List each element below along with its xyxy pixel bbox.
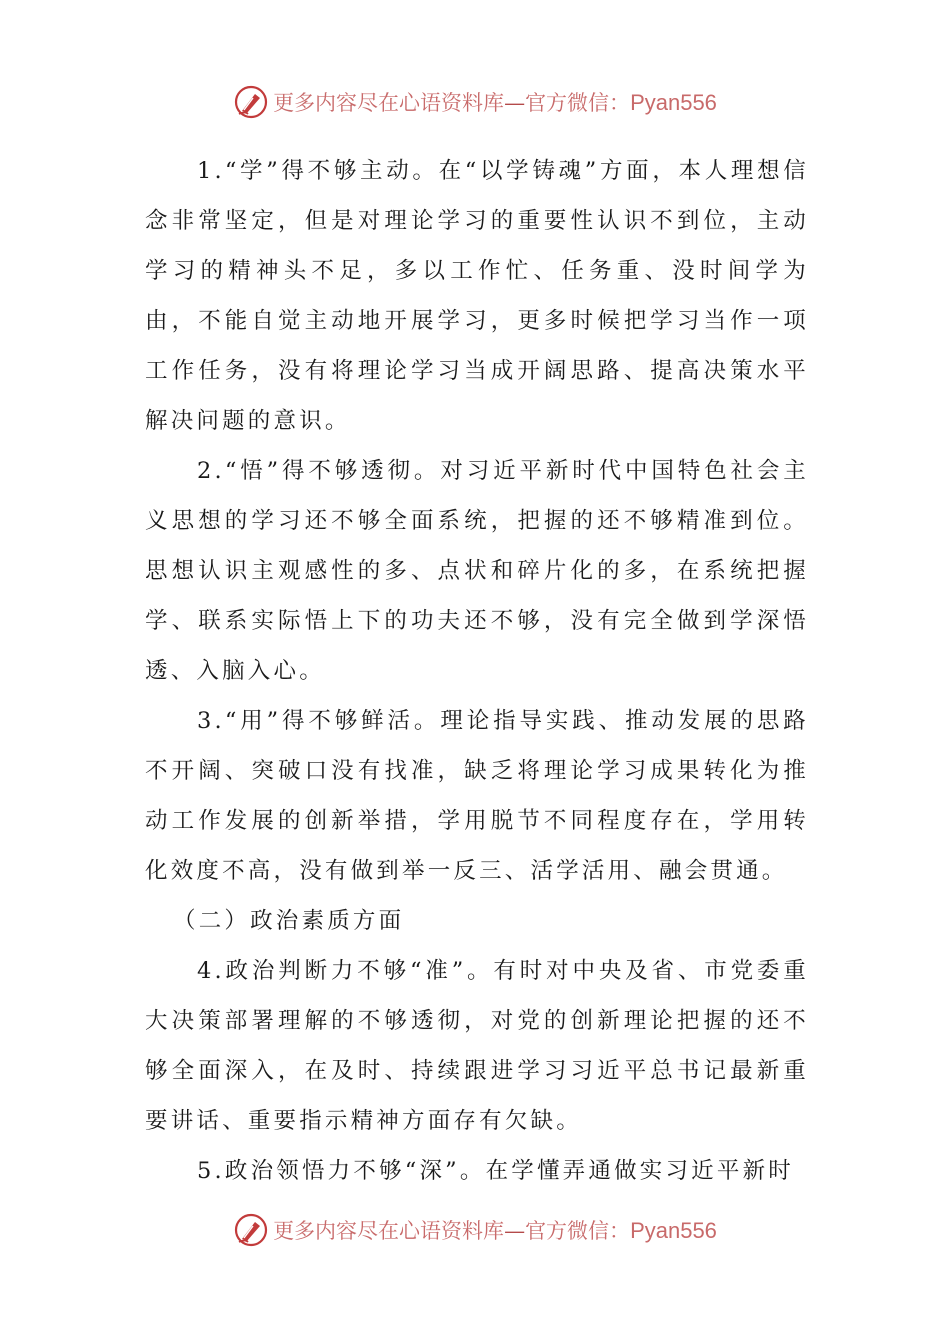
watermark-text <box>273 1215 717 1245</box>
header-watermark <box>0 80 950 124</box>
document-body <box>145 146 809 1196</box>
watermark-dash: — <box>504 91 526 115</box>
watermark-main: 更多内容尽在心语资料库 <box>273 91 505 115</box>
watermark-wechat-label: 官方微信： <box>525 1219 631 1243</box>
paragraph-2: 2.“悟”得不够透彻。对习近平新时代中国特色社会主义思想的学习还不够全面系统，把握的还不够精准到位。思想认识主观感性的多、点状和碎片化的多，在系统把握学、联系实际悟上下的功夫还不够，没有完全做到学深悟透、入脑入心。 <box>145 458 809 684</box>
pen-nib-logo-icon <box>233 1212 269 1248</box>
paragraph-1: 1.“学”得不够主动。在“以学铸魂”方面，本人理想信念非常坚定，但是对理论学习的重要性认识不到位，主动学习的精神头不足，多以工作忙、任务重、没时间学为由，不能自觉主动地开展学习，更多时候把学习当作一项工作任务，没有将理论学习当成开阔思路、提高决策水平解决问题的意识。 <box>145 158 809 434</box>
watermark-text <box>273 87 717 117</box>
watermark-wechat-id: Pyan556 <box>630 90 717 115</box>
watermark-wechat-label: 官方微信： <box>525 91 631 115</box>
paragraph-5: 5.政治领悟力不够“深”。在学懂弄通做实习近平新时 <box>197 1158 794 1184</box>
paragraph-4: 4.政治判断力不够“准”。有时对中央及省、市党委重大决策部署理解的不够透彻，对党的创新理论把握的还不够全面深入，在及时、持续跟进学习习近平总书记最新重要讲话、重要指示精神方面存有欠缺。 <box>145 958 809 1134</box>
paragraph-3: 3.“用”得不够鲜活。理论指导实践、推动发展的思路不开阔、突破口没有找准，缺乏将理论学习成果转化为推动工作发展的创新举措，学用脱节不同程度存在，学用转化效度不高，没有做到举一反三、活学活用、融会贯通。 <box>145 708 809 884</box>
watermark-dash: — <box>504 1219 526 1243</box>
watermark-main: 更多内容尽在心语资料库 <box>273 1219 505 1243</box>
pen-nib-logo-icon <box>233 84 269 120</box>
section-heading: （二）政治素质方面 <box>173 908 405 934</box>
footer-watermark <box>0 1208 950 1252</box>
watermark-wechat-id: Pyan556 <box>630 1218 717 1243</box>
